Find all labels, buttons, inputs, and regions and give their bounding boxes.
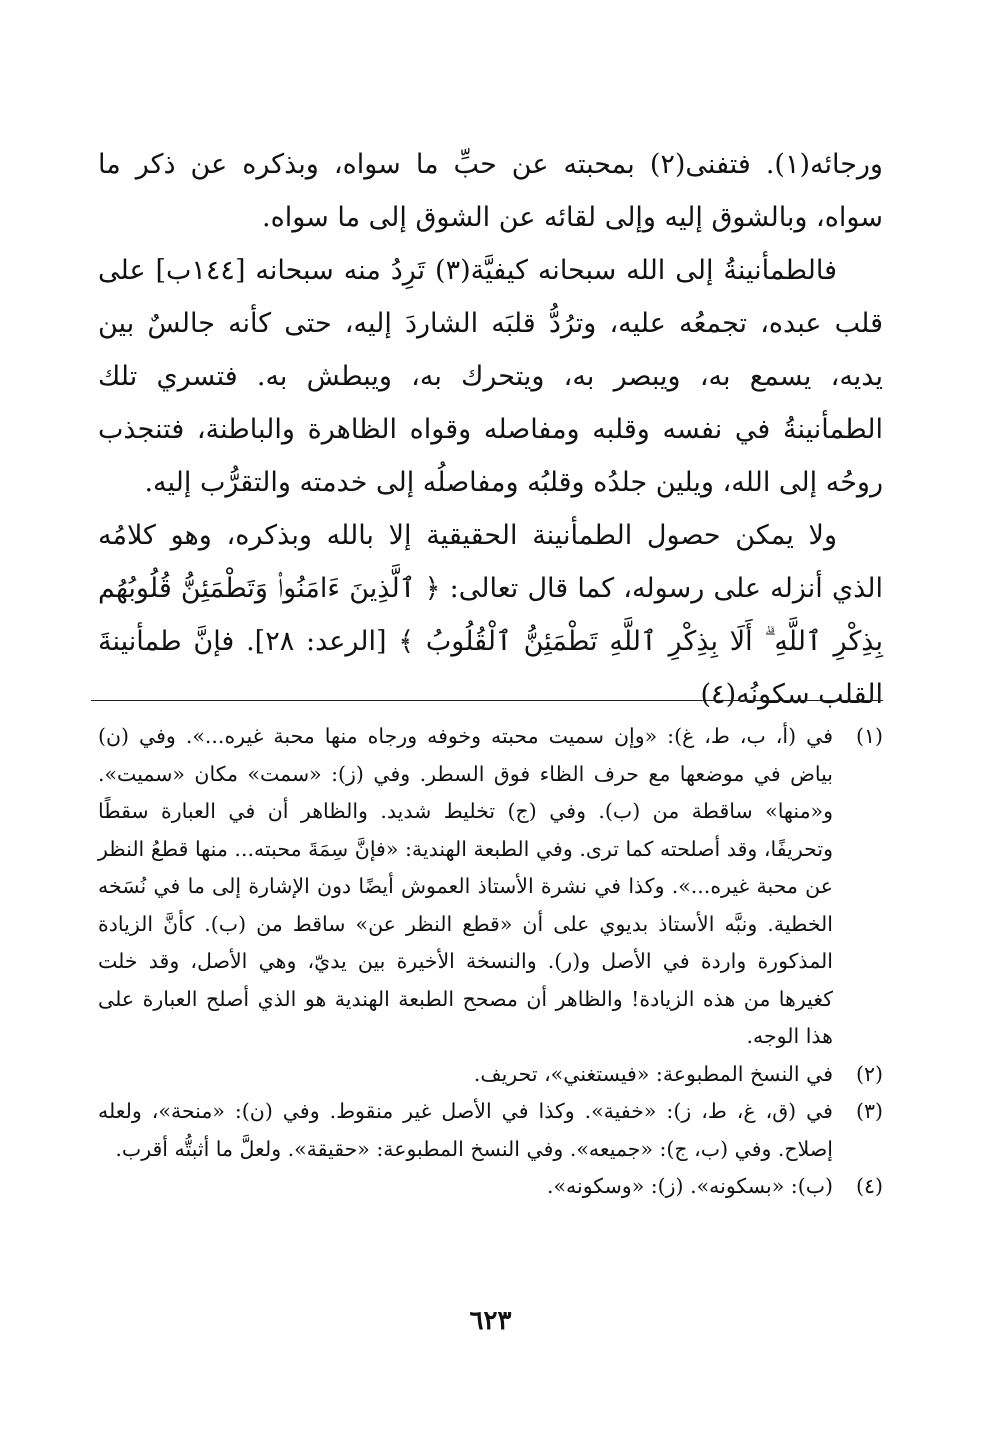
footnote-number: (٤) xyxy=(855,1174,883,1198)
paragraph-1: ورجائه(١). فتفنى(٢) بمحبته عن حبِّ ما سواه، وبذكره عن ذكر ما سواه، وبالشوق إليه وإلى لقائه عن الشوق إلى ما سواه. xyxy=(98,149,883,233)
footnote-number: (٣) xyxy=(855,1099,883,1123)
footnote-divider xyxy=(91,700,883,701)
paragraph-3: ولا يمكن حصول الطمأنينة الحقيقية إلا بالله وبذكره، وهو كلامُه الذي أنزله على رسوله، كما قال تعالى: ﴿ ٱلَّذِينَ ءَامَنُوا۟ وَتَطْمَئِنُّ قُلُوبُهُم بِذِكْرِ ٱللَّهِ ۗ أَلَا بِذِكْرِ ٱللَّهِ تَطْمَئِنُّ ٱلْقُلُوبُ ﴾ [الرعد: ٢٨]. فإنَّ طمأنينةَ القلب سكونُه(٤) xyxy=(98,520,883,710)
footnote-text: في (أ، ب، ط، غ): «وإن سميت محبته وخوفه ورجاه منها محبة غيره...». وفي (ن) بياض في موضعها مع حرف الظاء فوق السطر. وفي (ز): «سمت» مكان «سميت». و«منها» ساقطة من (ب). وفي (ج) تخليط شديد. والظاهر أن في العبارة سقطًا وتحريفًا، وقد أصلحته كما ترى. وفي الطبعة الهندية: «فإنَّ سِمَةَ محبته... منها قطعُ النظر عن محبة غيره...». وكذا في نشرة الأستاذ العموش أيضًا دون الإشارة إلى ما في نُسَخه الخطية. ونبَّه الأستاذ بديوي على أن «قطع النظر عن» ساقط من (ب). كأنَّ الزيادة المذكورة واردة في الأصل و(ر). والنسخة الأخيرة بين يديّ، وهي الأصل، وقد خلت كغيرها من هذه الزيادة! والظاهر أن مصحح الطبعة الهندية هو الذي أصلح العبارة على هذا الوجه. xyxy=(98,724,833,1048)
page-number: ٦٢٣ xyxy=(469,1306,512,1336)
paragraph-2: فالطمأنينةُ إلى الله سبحانه كيفيَّة(٣) تَرِدُ منه سبحانه [١٤٤ب] على قلب عبده، تجمعُه عليه، وترُدُّ قلبَه الشاردَ إليه، حتى كأنه جالسٌ بين يديه، يسمع به، ويبصر به، ويتحرك به، ويبطش به. فتسري تلك الطمأنينةُ في نفسه وقلبه ومفاصله وقواه الظاهرة والباطنة، فتنجذب روحُه إلى الله، ويلين جلدُه وقلبُه ومفاصلُه إلى خدمته والتقرُّب إليه. xyxy=(98,255,883,498)
footnote-3 xyxy=(98,1093,883,1168)
footnote-text: في النسخ المطبوعة: «فيستغني»، تحريف. xyxy=(473,1061,833,1086)
footnote-2 xyxy=(98,1056,883,1094)
footnote-text: (ب): «بسكونه». (ز): «وسكونه». xyxy=(546,1174,833,1198)
footnote-4 xyxy=(98,1168,883,1206)
footnote-number: (٢) xyxy=(855,1061,883,1086)
footnotes xyxy=(98,718,883,1206)
footnote-number: (١) xyxy=(855,724,883,748)
main-text xyxy=(98,138,883,721)
footnote-text: في (ق، غ، ط، ز): «خفية». وكذا في الأصل غير منقوط. وفي (ن): «منحة»، ولعله إصلاح. وفي (ب، ج): «جميعه». وفي النسخ المطبوعة: «حقيقة». ولعلَّ ما أثبتُّه أقرب. xyxy=(98,1099,833,1161)
book-page xyxy=(98,138,883,1455)
footnote-1 xyxy=(98,718,883,1056)
